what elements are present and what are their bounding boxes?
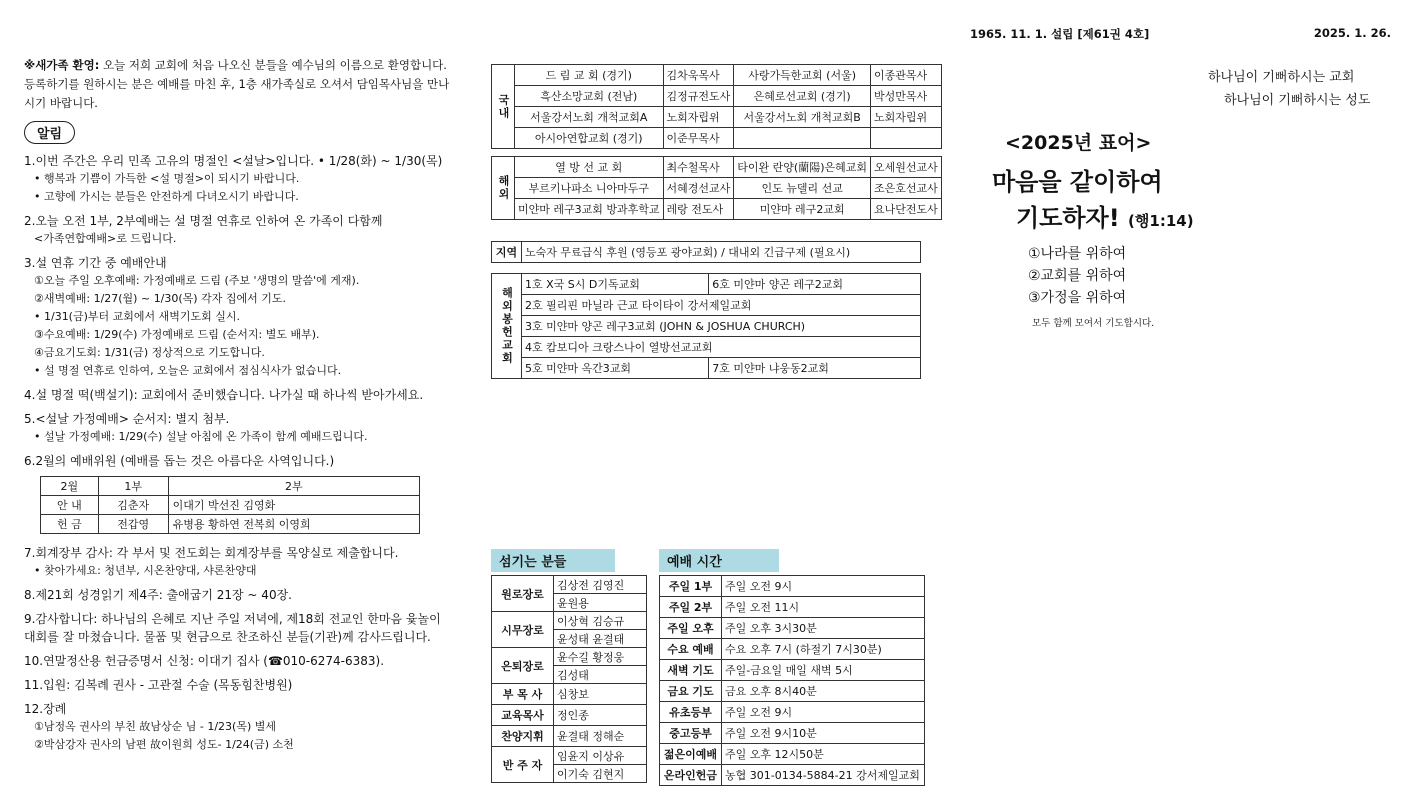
notice-detail: ①오늘 주일 오후예배: 가정예배로 드림 (주보 '생명의 말씀'에 게재).	[34, 274, 360, 287]
welcome-note: ※새가족 환영: 오늘 저희 교회에 처음 나오신 분들을 예수님의 이름으로 환영합니다. 등록하기를 원하시는 분은 예배를 마친 후, 1층 새가족실로 오셔서 담임목사님을 만나시기 바랍니다.	[24, 58, 450, 110]
mission-cell: 부르키나파소 니아마두구	[515, 178, 664, 199]
mission-cell: 흑산소망교회 (전남)	[515, 86, 664, 107]
notice-label: 알림	[24, 121, 75, 144]
notice-detail: ①남정옥 권사의 부친 故남상순 님 - 1/23(목) 별세	[34, 720, 276, 733]
worship-service: 주일 2부	[660, 597, 722, 618]
mission-cell: 김정규전도사	[663, 86, 734, 107]
notice-heading: 4.설 명절 떡(백설기): 교회에서 준비했습니다. 나가실 때 하나씩 받아가세요.	[24, 388, 424, 402]
servant-names: 김성태	[554, 666, 647, 684]
theme-reference: (행1:14)	[1128, 212, 1194, 230]
notice-detail: • 설날 가정예배: 1/29(수) 설날 아침에 온 가족이 함께 예배드립니다.	[34, 430, 368, 443]
mission-cell: 서혜경선교사	[663, 178, 734, 199]
planted-churches-table	[491, 273, 921, 379]
servant-role: 찬양지휘	[492, 726, 554, 747]
worship-service: 젊은이예배	[660, 744, 722, 765]
planted-church: 3호 미얀마 양곤 레구3교회 (JOHN & JOSHUA CHURCH)	[522, 316, 921, 337]
ushers-role: 헌 금	[41, 515, 99, 534]
notice-item	[24, 386, 454, 404]
mission-cell: 조은호선교사	[871, 178, 942, 199]
notice-item	[24, 212, 454, 248]
overseas-label: 해외	[492, 157, 515, 220]
notice-heading: 6.2월의 예배위원 (예배를 돕는 것은 아름다운 사역입니다.)	[24, 454, 335, 468]
prayer-3: ③가정을 위하여	[1028, 290, 1127, 306]
servant-role: 반 주 자	[492, 747, 554, 783]
mission-cell: 인도 뉴델리 선교	[734, 178, 871, 199]
notice-detail: ④금요기도회: 1/31(금) 정상적으로 기도합니다.	[34, 346, 265, 359]
bulletin-date: 2025. 1. 26.	[1313, 26, 1391, 40]
mission-cell: 사랑가득한교회 (서울)	[734, 65, 871, 86]
mission-cell: 노회자립위	[663, 107, 734, 128]
ushers-role: 안 내	[41, 496, 99, 515]
notice-detail: <가족연합예배>로 드립니다.	[34, 232, 177, 245]
notice-item	[24, 452, 454, 470]
planted-church: 6호 미얀마 양곤 레구2교회	[709, 274, 921, 295]
prayer-1: ①나라를 위하여	[1028, 246, 1127, 262]
welcome-label: 새가족 환영:	[35, 58, 100, 72]
mission-cell: 이종관목사	[871, 65, 942, 86]
notice-item	[24, 586, 454, 604]
local-mission-table	[491, 241, 921, 263]
servants-table	[491, 575, 647, 783]
local-text: 노숙자 무료급식 후원 (영등포 광야교회) / 대내외 긴급구제 (필요시)	[522, 242, 921, 263]
servant-role: 시무장로	[492, 612, 554, 648]
mission-cell: 서울강서노회 개척교회A	[515, 107, 664, 128]
theme-line-1: 마음을 같이하여	[992, 168, 1163, 196]
notice-item	[24, 676, 454, 694]
notice-item	[24, 544, 454, 580]
notice-heading: 10.연말정산용 헌금증명서 신청: 이대기 집사 (☎010-6274-6383).	[24, 654, 385, 668]
mission-cell: 요나단전도사	[871, 199, 942, 220]
worship-time: 농협 301-0134-5884-21 강서제일교회	[722, 765, 925, 786]
notice-heading: 9.감사합니다: 하나님의 은혜로 지난 주일 저녁에, 제18회 전교인 한마음 윷놀이 대회를 잘 마쳤습니다. 물품 및 현금으로 찬조하신 분들(기관)께 감사드립니다.	[24, 612, 441, 644]
notice-detail: • 1/31(금)부터 교회에서 새벽기도회 실시.	[34, 310, 241, 323]
servant-names: 이기숙 김현지	[554, 765, 647, 783]
ushers-name: 김춘자	[98, 496, 168, 515]
mission-cell: 미얀마 레구2교회	[734, 199, 871, 220]
servant-role: 원로장로	[492, 576, 554, 612]
worship-time: 주일 오전 9시	[722, 576, 925, 597]
theme-label: <2025년 표어>	[1005, 132, 1152, 154]
notice-heading: 1.이번 주간은 우리 민족 고유의 명절인 <설날>입니다. • 1/28(화) ~ 1/30(목)	[24, 154, 443, 168]
worship-service: 주일 1부	[660, 576, 722, 597]
mission-cell: 드 림 교 회 (경기)	[515, 65, 664, 86]
worship-time: 주일-금요일 매일 새벽 5시	[722, 660, 925, 681]
prayer-2: ②교회를 위하여	[1028, 268, 1127, 284]
servant-role: 부 목 사	[492, 684, 554, 705]
servant-names: 심창보	[554, 684, 647, 705]
motto-line-2: 하나님이 기뻐하시는 성도	[1224, 93, 1371, 108]
worship-service: 온라인헌금	[660, 765, 722, 786]
mission-cell: 열 방 선 교 회	[515, 157, 664, 178]
worship-title: 예배 시간	[659, 549, 779, 572]
notice-heading: 3.설 연휴 기간 중 예배안내	[24, 256, 167, 270]
mission-cell: 오세원선교사	[871, 157, 942, 178]
ushers-names: 유병용 황하연 전복희 이영희	[168, 515, 419, 534]
mission-cell: 미얀마 레구3교회 방과후학교	[515, 199, 664, 220]
notice-heading: 12.장례	[24, 702, 67, 716]
mission-cell: 노회자립위	[871, 107, 942, 128]
ushers-table	[40, 476, 420, 534]
worship-time: 주일 오전 9시10분	[722, 723, 925, 744]
worship-service: 금요 기도	[660, 681, 722, 702]
planted-church: 5호 미얀마 옥간3교회	[522, 358, 709, 379]
worship-time: 주일 오전 11시	[722, 597, 925, 618]
notice-detail: • 고향에 가시는 분들은 안전하게 다녀오시기 바랍니다.	[34, 190, 299, 203]
notices-column	[24, 56, 454, 760]
servant-names: 김상전 김영진	[554, 576, 647, 594]
worship-time: 주일 오후 3시30분	[722, 618, 925, 639]
prayer-note: 모두 함께 모여서 기도합시다.	[1032, 318, 1155, 329]
worship-time: 금요 오후 8시40분	[722, 681, 925, 702]
notice-item	[24, 410, 454, 446]
notice-list-2	[24, 544, 454, 754]
servant-names: 이상혁 김승규	[554, 612, 647, 630]
mission-cell: 이준무목사	[663, 128, 734, 149]
notice-detail: ③수요예배: 1/29(수) 가정예배로 드림 (순서지: 별도 배부).	[34, 328, 320, 341]
ushers-header-month: 2월	[41, 477, 99, 496]
notice-list	[24, 152, 454, 470]
servant-names: 윤수길 황정웅	[554, 648, 647, 666]
notice-item	[24, 254, 454, 380]
ushers-header-1: 1부	[98, 477, 168, 496]
notice-item	[24, 652, 454, 670]
worship-service: 새벽 기도	[660, 660, 722, 681]
mission-cell: 타이완 란양(蘭陽)은혜교회	[734, 157, 871, 178]
notice-heading: 11.입원: 김복례 권사 - 고관절 수술 (목동힘찬병원)	[24, 678, 293, 692]
planted-label: 해외봉헌교회	[492, 274, 522, 379]
mission-cell: 최수철목사	[663, 157, 734, 178]
notice-item	[24, 700, 454, 754]
servant-names: 윤원용	[554, 594, 647, 612]
notice-detail: • 행복과 기쁨이 가득한 <설 명절>이 되시기 바랍니다.	[34, 172, 300, 185]
welcome-text: 오늘 저희 교회에 처음 나오신 분들을 예수님의 이름으로 환영합니다. 등록하기를 원하시는 분은 예배를 마친 후, 1층 새가족실로 오셔서 담임목사님을 만나시기 바랍니다.	[24, 58, 450, 110]
servant-role: 교육목사	[492, 705, 554, 726]
worship-service: 주일 오후	[660, 618, 722, 639]
mission-cell	[871, 128, 942, 149]
mission-cell: 레랑 전도사	[663, 199, 734, 220]
mission-cell: 은혜로선교회 (경기)	[734, 86, 871, 107]
founded-issue: 1965. 11. 1. 설립 [제61권 4호]	[970, 27, 1150, 41]
missions-table	[491, 64, 942, 220]
worship-service: 유초등부	[660, 702, 722, 723]
ushers-names: 이대기 박선진 김영화	[168, 496, 419, 515]
notice-detail: ②새벽예배: 1/27(월) ~ 1/30(목) 각자 집에서 기도.	[34, 292, 286, 305]
servants-title: 섬기는 분들	[491, 549, 615, 572]
theme-line-2-text: 기도하자!	[1016, 204, 1120, 232]
notice-detail: • 설 명절 연휴로 인하여, 오늘은 교회에서 점심식사가 없습니다.	[34, 364, 342, 377]
planted-church: 4호 캄보디아 크랑스나이 열방선교교회	[522, 337, 921, 358]
notice-item	[24, 610, 454, 646]
worship-table	[659, 575, 925, 786]
worship-time: 주일 오후 12시50분	[722, 744, 925, 765]
domestic-label: 국내	[492, 65, 515, 149]
worship-time: 주일 오전 9시	[722, 702, 925, 723]
local-label: 지역	[492, 242, 522, 263]
servant-names: 윤성태 윤결태	[554, 630, 647, 648]
mission-cell: 박성만목사	[871, 86, 942, 107]
mission-cell: 김차욱목사	[663, 65, 734, 86]
theme-line-2	[1016, 198, 1194, 233]
servant-role: 은퇴장로	[492, 648, 554, 684]
planted-church: 7호 미얀마 냐웅동2교회	[709, 358, 921, 379]
motto-line-1: 하나님이 기뻐하시는 교회	[1208, 70, 1355, 85]
servant-names: 임윤지 이상유	[554, 747, 647, 765]
servant-names: 정인종	[554, 705, 647, 726]
ushers-header-2: 2부	[168, 477, 419, 496]
worship-time: 수요 오후 7시 (하절기 7시30분)	[722, 639, 925, 660]
mission-cell	[734, 128, 871, 149]
notice-heading: 2.오늘 오전 1부, 2부예배는 설 명절 연휴로 인하여 온 가족이 다함께	[24, 214, 383, 228]
notice-heading: 5.<설날 가정예배> 순서지: 별지 첨부.	[24, 412, 230, 426]
notice-heading: 7.회계장부 감사: 각 부서 및 전도회는 회계장부를 목양실로 제출합니다.	[24, 546, 399, 560]
servant-names: 윤결태 정해순	[554, 726, 647, 747]
notice-detail: • 찾아가세요: 청년부, 시온찬양대, 샤론찬양대	[34, 564, 257, 577]
worship-service: 중고등부	[660, 723, 722, 744]
mission-cell: 서울강서노회 개척교회B	[734, 107, 871, 128]
mission-cell: 아시아연합교회 (경기)	[515, 128, 664, 149]
planted-church: 2호 필리핀 마닐라 근교 타이타이 강서제일교회	[522, 295, 921, 316]
planted-church: 1호 X국 S시 D기독교회	[522, 274, 709, 295]
notice-item	[24, 152, 454, 206]
notice-heading: 8.제21회 성경읽기 제4주: 출애굽기 21장 ~ 40장.	[24, 588, 292, 602]
ushers-name: 전갑영	[98, 515, 168, 534]
notice-detail: ②박삼강자 권사의 남편 故이원희 성도- 1/24(금) 소천	[34, 738, 294, 751]
worship-service: 수요 예배	[660, 639, 722, 660]
